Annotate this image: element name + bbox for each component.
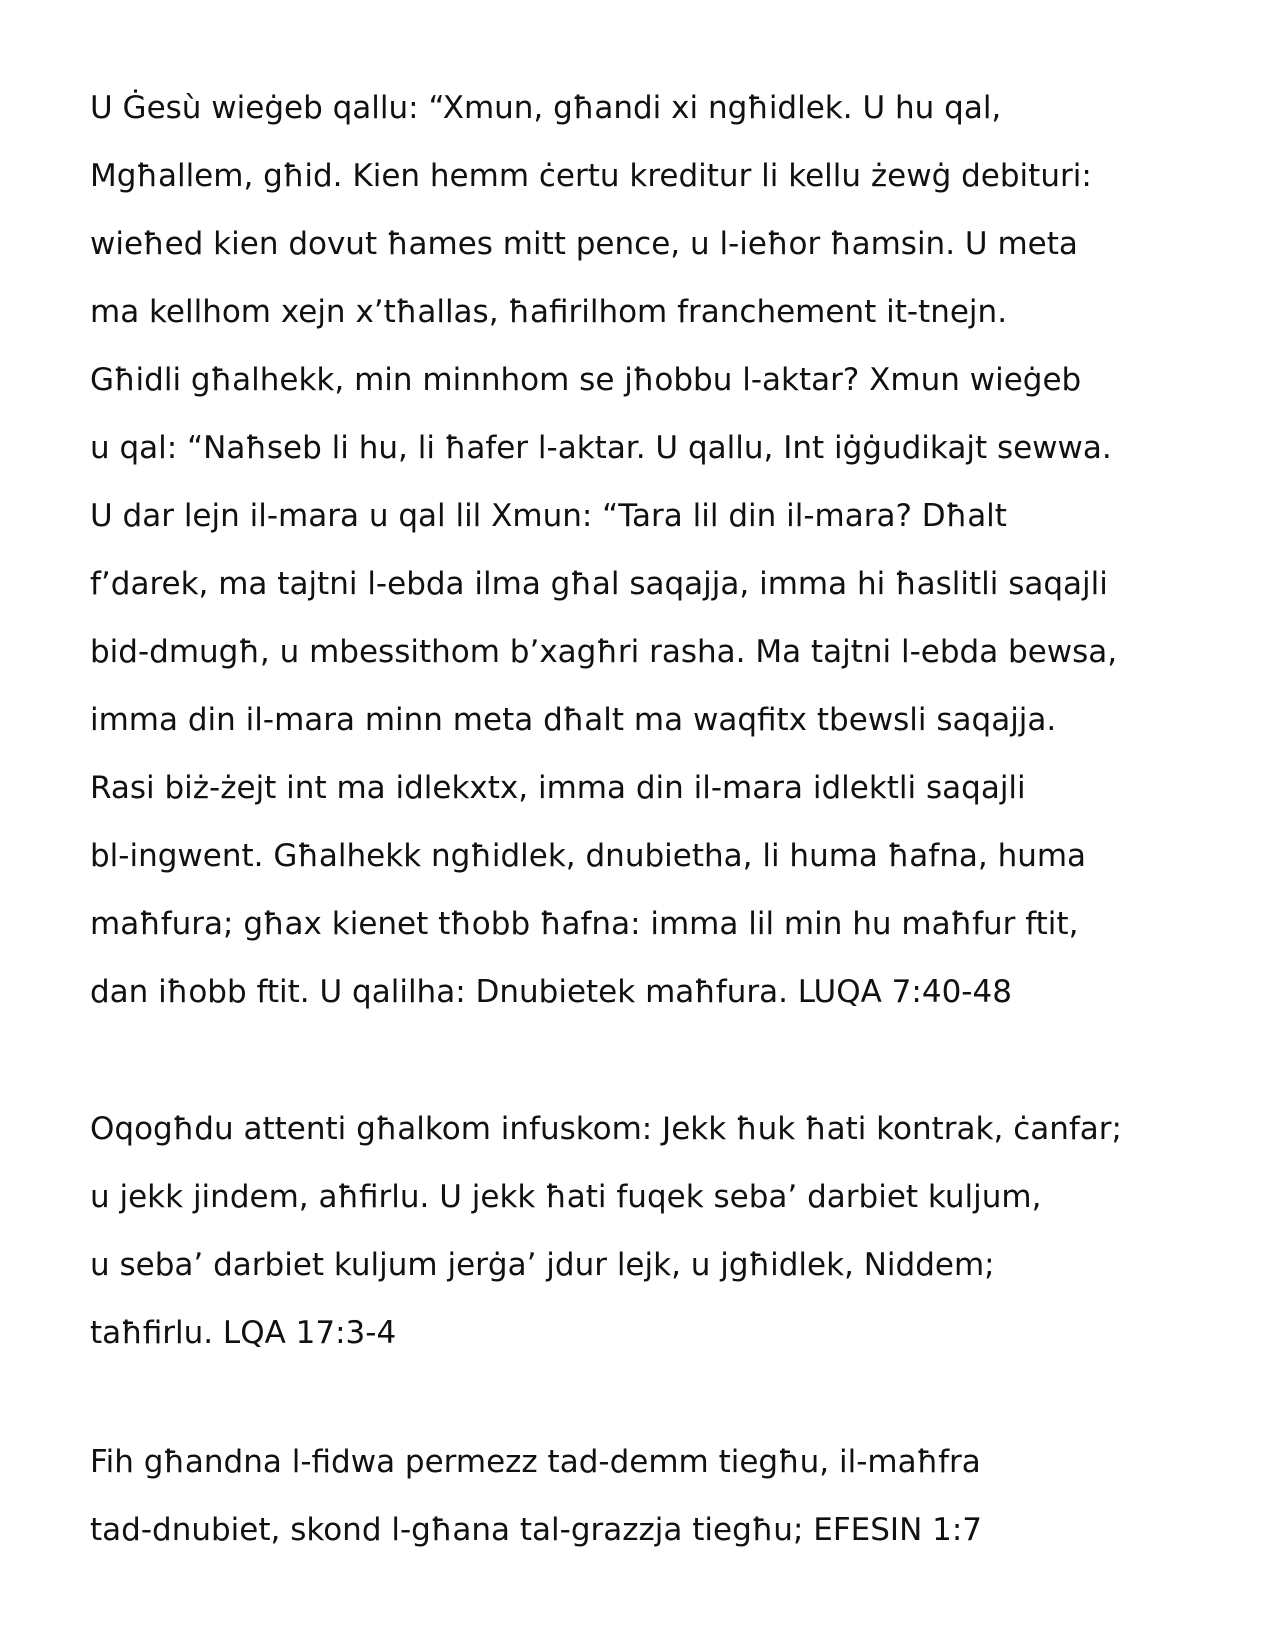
text-line: Rasi biż-żejt int ma idlekxtx, imma din il-mara idlektli saqajli: [90, 770, 1026, 806]
text-line: U Ġesù wieġeb qallu: “Xmun, għandi xi ngħidlek. U hu qal,: [90, 90, 1002, 126]
text-line: maħfura; għax kienet tħobb ħafna: imma lil min hu maħfur ftit,: [90, 906, 1079, 942]
text-line: bid-dmugħ, u mbessithom b’xagħri rasha. Ma tajtni l-ebda bewsa,: [90, 634, 1118, 670]
text-line: Oqogħdu attenti għalkom infuskom: Jekk ħuk ħati kontrak, ċanfar;: [90, 1111, 1122, 1147]
text-line: tad-dnubiet, skond l-għana tal-grazzja tiegħu; EFESIN 1:7: [90, 1512, 983, 1548]
text-line: dan iħobb ftit. U qalilha: Dnubietek maħfura. LUQA 7:40-48: [90, 974, 1012, 1010]
text-line: bl-ingwent. Għalhekk ngħidlek, dnubietha, li huma ħafna, huma: [90, 838, 1087, 874]
paragraph-lqa-17: [90, 1095, 1122, 1367]
paragraph-luqa-7: [90, 74, 1117, 1026]
text-line: Għidli għalhekk, min minnhom se jħobbu l-aktar? Xmun wieġeb: [90, 362, 1082, 398]
text-line: u qal: “Naħseb li hu, li ħafer l-aktar. U qallu, Int iġġudikajt sewwa.: [90, 430, 1112, 466]
text-line: U dar lejn il-mara u qal lil Xmun: “Tara lil din il-mara? Dħalt: [90, 498, 1007, 534]
text-line: taħfirlu. LQA 17:3-4: [90, 1315, 397, 1351]
text-line: ma kellhom xejn x’tħallas, ħafirilhom franchement it-tnejn.: [90, 294, 1008, 330]
text-line: f’darek, ma tajtni l-ebda ilma għal saqajja, imma hi ħaslitli saqajli: [90, 566, 1108, 602]
text-line: Fih għandna l-fidwa permezz tad-demm tiegħu, il-maħfra: [90, 1444, 981, 1480]
text-line: u seba’ darbiet kuljum jerġa’ jdur lejk, u jgħidlek, Niddem;: [90, 1247, 995, 1283]
paragraph-efesin-1: [90, 1428, 982, 1564]
text-line: wieħed kien dovut ħames mitt pence, u l-ieħor ħamsin. U meta: [90, 226, 1078, 262]
text-line: u jekk jindem, aħfirlu. U jekk ħati fuqek seba’ darbiet kuljum,: [90, 1179, 1042, 1215]
text-line: imma din il-mara minn meta dħalt ma waqfitx tbewsli saqajja.: [90, 702, 1057, 738]
text-line: Mgħallem, għid. Kien hemm ċertu kreditur li kellu żewġ debituri:: [90, 158, 1092, 194]
